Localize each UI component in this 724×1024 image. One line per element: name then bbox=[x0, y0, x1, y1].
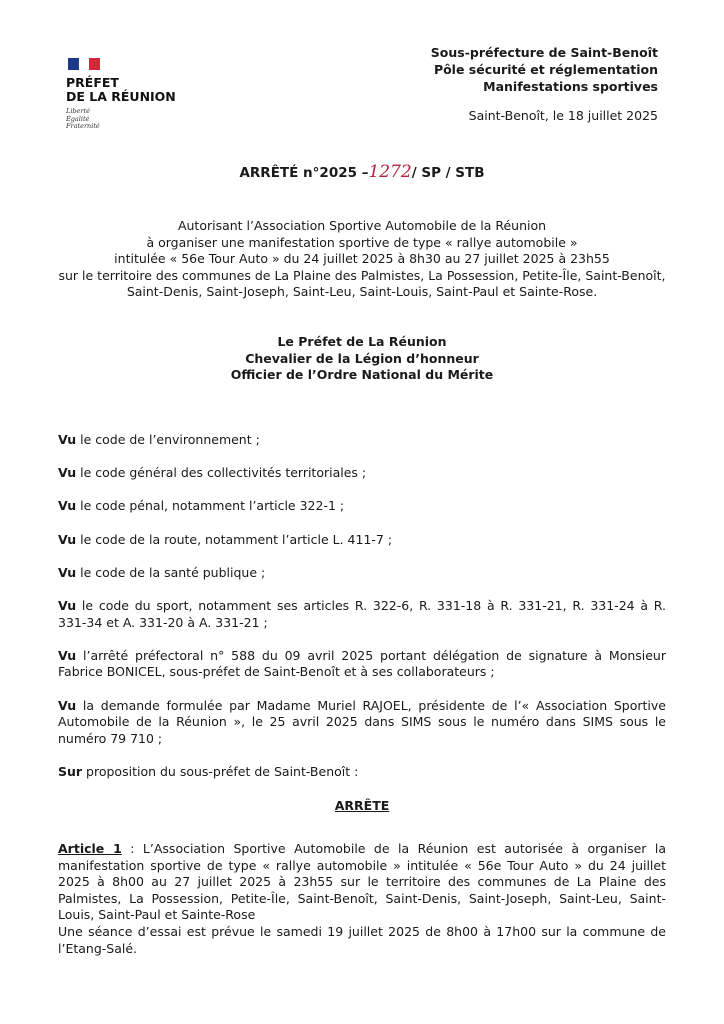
article-1 bbox=[58, 841, 666, 924]
article-1-label: Article 1 bbox=[58, 841, 122, 857]
visa-paragraph bbox=[58, 598, 666, 631]
visa-paragraph bbox=[58, 565, 666, 582]
service-line1: Sous-préfecture de Saint-Benoît bbox=[430, 45, 658, 60]
visa-paragraph bbox=[58, 465, 666, 482]
logo-name bbox=[66, 76, 176, 104]
visa-lead: Vu bbox=[58, 597, 77, 613]
visa-paragraph bbox=[58, 648, 666, 681]
visa-lead: Vu bbox=[58, 465, 77, 481]
subject-line4: sur le territoire des communes de La Plaine des Palmistes, La Possession, Petite-Île, Saint-Benoît, Saint-Denis, Saint-Joseph, Saint-Leu, Saint-Louis, Saint-Paul et Sainte-Rose. bbox=[58, 267, 666, 300]
proposal-text: proposition du sous-préfet de Saint-Benoît : bbox=[82, 763, 359, 779]
flag-red-band bbox=[89, 58, 100, 70]
visa-paragraph bbox=[58, 532, 666, 549]
french-flag-icon bbox=[68, 58, 100, 70]
date-line: Saint-Benoît, le 18 juillet 2025 bbox=[468, 108, 658, 123]
visa-text: le code du sport, notamment ses articles R. 322-6, R. 331-18 à R. 331-21, R. 331-24 à R. 331-34 et A. 331-20 à A. 331-21 ; bbox=[58, 597, 666, 630]
arrete-prefix: ARRÊTÉ n°2025 – bbox=[239, 165, 369, 181]
visa-text: l’arrêté préfectoral n° 588 du 09 avril 2025 portant délégation de signature à Monsieur Fabrice BONICEL, sous-préfet de Saint-Benoît et à ses collaborateurs ; bbox=[58, 647, 666, 680]
subject-line3: intitulée « 56e Tour Auto » du 24 juillet 2025 à 8h30 au 27 juillet 2025 à 23h55 bbox=[114, 251, 610, 267]
arrete-number bbox=[0, 162, 724, 182]
prefet-line1: Le Préfet de La Réunion bbox=[277, 334, 447, 349]
visa-paragraph bbox=[58, 498, 666, 515]
arrete-suffix: / SP / STB bbox=[411, 165, 485, 181]
article-1-continuation: Une séance d’essai est prévue le samedi 19 juillet 2025 de 8h00 à 17h00 sur la commune de l’Etang-Salé. bbox=[58, 924, 666, 956]
logo-name-line2: DE LA RÉUNION bbox=[66, 89, 176, 104]
visa-text: le code de la santé publique ; bbox=[76, 564, 266, 580]
proposal-paragraph bbox=[58, 764, 666, 781]
prefet-line3: Officier de l’Ordre National du Mérite bbox=[230, 367, 494, 383]
visa-text: le code pénal, notamment l’article 322-1 ; bbox=[76, 498, 345, 514]
visa-text: la demande formulée par Madame Muriel RAJOEL, présidente de l’« Association Sportive Automobile de la Réunion », le 25 avril 2025 dans SIMS sous le numéro dans SIMS sous le numéro 79 710 ; bbox=[58, 697, 666, 746]
visa-lead: Vu bbox=[58, 531, 77, 547]
visa-lead: Vu bbox=[58, 432, 77, 447]
prefet-titles bbox=[0, 334, 724, 384]
visa-lead: Vu bbox=[58, 697, 77, 713]
service-line2: Pôle sécurité et réglementation bbox=[433, 62, 658, 77]
logo-name-line1: PRÉFET bbox=[66, 75, 119, 90]
visa-lead: Vu bbox=[58, 498, 77, 514]
logo-motto-line3: Fraternité bbox=[66, 122, 100, 130]
service-line3: Manifestations sportives bbox=[483, 79, 658, 94]
logo-motto-line1: Liberté bbox=[66, 107, 90, 115]
handwritten-number: 1272 bbox=[368, 162, 412, 182]
proposal-lead: Sur bbox=[58, 763, 83, 779]
visa-text: le code de la route, notamment l’article L. 411-7 ; bbox=[76, 531, 393, 547]
visa-text: le code général des collectivités territoriales ; bbox=[76, 465, 367, 481]
logo-motto bbox=[66, 108, 176, 131]
article-1-text: : L’Association Sportive Automobile de la Réunion est autorisée à organiser la manifestation sportive de type « rallye automobile » intitulée « 56e Tour Auto » du 24 juillet 2025 à 8h00 au 27 juillet 2025 à 23h55 sur le territoire des communes de La Plaine des Palmistes, La Possession, Petite-Île, Saint-Benoît, Saint-Denis, Saint-Joseph, Saint-Leu, Saint-Louis, Saint-Paul et Sainte-Rose bbox=[58, 841, 666, 923]
visa-paragraph bbox=[58, 432, 666, 449]
prefet-line2: Chevalier de la Légion d’honneur bbox=[245, 350, 479, 366]
visa-paragraph bbox=[58, 698, 666, 748]
issuing-service bbox=[431, 44, 658, 95]
decision-heading: ARRÊTE bbox=[334, 798, 390, 814]
visa-lead: Vu bbox=[58, 647, 77, 663]
subject-line1: Autorisant l’Association Sportive Automobile de la Réunion bbox=[177, 218, 547, 233]
visa-lead: Vu bbox=[58, 564, 77, 580]
arrete-subject bbox=[56, 218, 668, 301]
flag-blue-band bbox=[68, 58, 79, 70]
subject-line2: à organiser une manifestation sportive de type « rallye automobile » bbox=[146, 234, 578, 250]
visa-text: le code de l’environnement ; bbox=[76, 432, 260, 447]
logo-motto-line2: Égalité bbox=[66, 114, 90, 123]
flag-white-band bbox=[79, 58, 90, 70]
document-body bbox=[58, 432, 666, 957]
prefecture-logo bbox=[66, 58, 176, 131]
